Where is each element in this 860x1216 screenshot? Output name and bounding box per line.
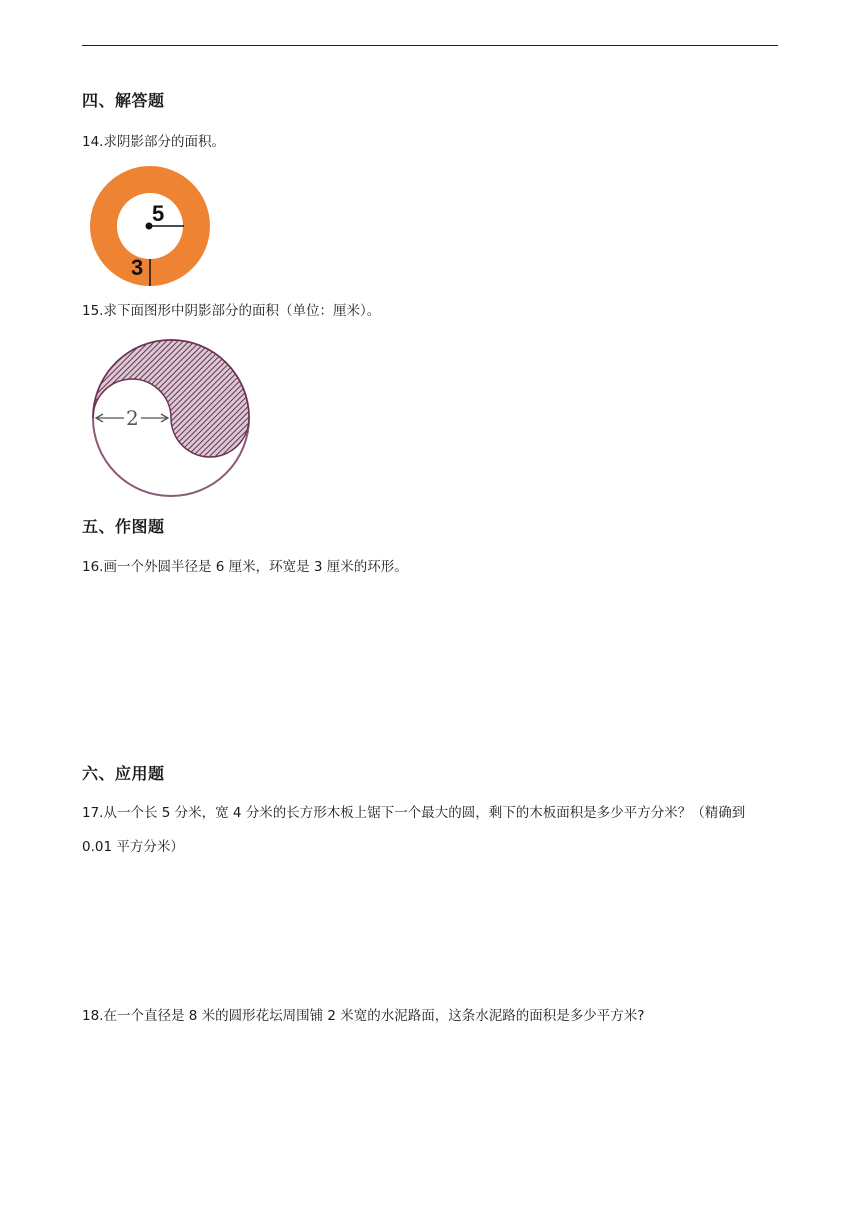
section-heading-4: 四、解答题 — [82, 91, 165, 110]
ring-width-label: 3 — [131, 255, 144, 280]
yin-yang-figure — [88, 334, 254, 500]
inner-radius-label: 5 — [152, 201, 165, 226]
question-18-text: 18.在一个直径是 8 米的圆形花坛周围铺 2 米宽的水泥路面，这条水泥路的面积是多少平方米? — [82, 1008, 645, 1024]
question-17-text: 17.从一个长 5 分米，宽 4 分米的长方形木板上锯下一个最大的圆，剩下的木板面积是多少平方分米？（精确到 0.01 平方分米） — [82, 805, 746, 855]
annulus-figure — [90, 165, 212, 287]
section-heading-5: 五、作图题 — [82, 517, 165, 536]
question-15-text: 15.求下面图形中阴影部分的面积（单位：厘米）。 — [82, 303, 381, 319]
diameter-label: 2 — [126, 406, 139, 430]
question-16-text: 16.画一个外圆半径是 6 厘米，环宽是 3 厘米的环形。 — [82, 559, 408, 575]
header-rule — [82, 45, 778, 46]
question-14-text: 14.求阴影部分的面积。 — [82, 134, 225, 150]
section-heading-6: 六、应用题 — [82, 764, 165, 783]
